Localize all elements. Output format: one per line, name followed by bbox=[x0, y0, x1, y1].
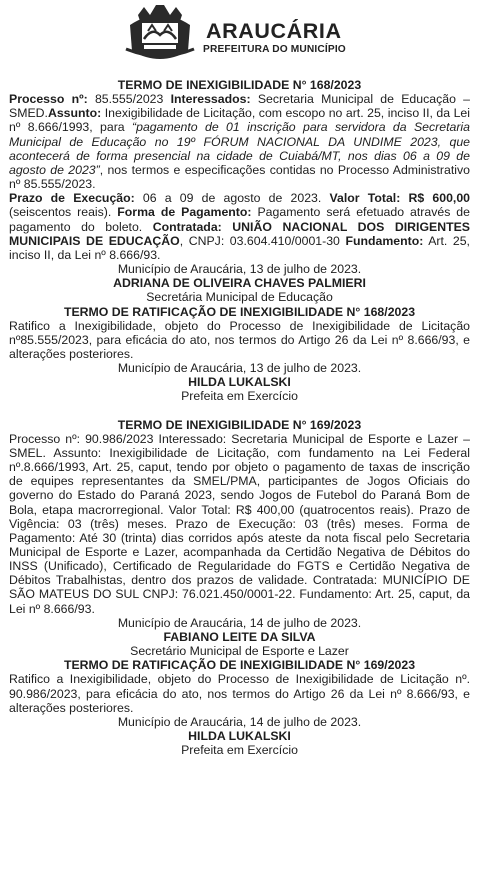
doc3-signer-role: Secretário Municipal de Esporte e Lazer bbox=[130, 644, 349, 659]
doc4-title: TERMO DE RATIFICAÇÃO DE INEXIGIBILIDADE N° 169/2023 bbox=[63, 658, 416, 673]
basis-label: Fundamento: bbox=[345, 233, 424, 248]
contractor-label: Contratada: bbox=[152, 219, 222, 234]
subject-quote: “pagamento de 01 inscrição para servidora da Secretaria Municipal de Educação no 19º FÓRUM NACIONAL DA UNDIME 2023, que acontecerá de forma presencial na cidade de Cuiabá/MT, nos dias 06 a 09 de agosto de 2023” bbox=[9, 120, 470, 177]
org-name: ARAUCÁRIA bbox=[206, 19, 342, 43]
doc4-signer-role: Prefeita em Exercício bbox=[181, 743, 298, 758]
interested-label: Interessados: bbox=[170, 92, 251, 107]
doc4-text: Ratifico a Inexigibilidade, objeto do Processo de Inexigibilidade de Licitação nº. 90.986/2023, para eficácia do ato, nos termos do Artigo 26 da Lei nº 8.666/93, e alterações posteriores. bbox=[9, 672, 470, 715]
payment-value: Pagamento será efetuado através de pagamento do boleto. bbox=[9, 205, 470, 234]
doc3-text: Processo nº: 90.986/2023 Interessado: Secretaria Municipal de Esporte e Lazer – SMEL. Assunto: Inexigibilidade de Licitação, com fundamento na Lei Federal nº.8.666/1993, Art. 25, caput, tendo por objeto o pagamento de taxas de inscrição de equipes representantes da SMEL/PMA, participantes de Jogos Oficiais do governo do Estado do Paraná 2023, sendo Jogos de Futebol do Paraná Bom de Bola, etapa macrorregional. Valor Total: R$ 400,00 (quatrocentos reais). Prazo de Vigência: 03 (três) meses. Prazo de Execução: 03 (três) meses. Forma de Pagamento: Até 30 (trinta) dias corridos após ateste da nota fiscal pelo Secretaria Municipal de Esporte e Lazer, acompanhada da Certidão Negativa de Débitos do INSS (Unificado), Certificado de Regularidade do FGTS e Certidão Negativa de Débitos Trabalhistas, dentro dos prazos de validade. Contratada: MUNICÍPIO DE SÃO MATEUS DO SUL CNPJ: 76.021.450/0001-22. Fundamento: Art. 25, caput, da Lei nº 8.666/93. bbox=[9, 431, 470, 616]
doc1-signer-role: Secretária Municipal de Educação bbox=[146, 290, 333, 305]
doc2-signer: HILDA LUKALSKI bbox=[188, 375, 291, 390]
term-label: Prazo de Execução: bbox=[9, 191, 135, 206]
doc1-paragraph-2 bbox=[9, 191, 470, 262]
section-spacer bbox=[9, 404, 470, 418]
contractor-cnpj: , CNPJ: 03.604.410/0001-30 bbox=[179, 233, 346, 248]
doc3-date: Município de Araucária, 14 de julho de 2023. bbox=[117, 615, 362, 630]
process-label: Processo nº: bbox=[9, 92, 88, 107]
doc4-signer: HILDA LUKALSKI bbox=[188, 729, 291, 744]
total-label: Valor Total: R$ 600,00 bbox=[329, 191, 471, 206]
doc4-date: Município de Araucária, 14 de julho de 2023. bbox=[117, 714, 362, 729]
doc1-paragraph-1 bbox=[9, 92, 470, 191]
term-value: 06 a 09 de agosto de 2023. bbox=[134, 191, 330, 206]
doc2-title: TERMO DE RATIFICAÇÃO DE INEXIGIBILIDADE N° 168/2023 bbox=[63, 304, 416, 319]
doc2-text: Ratifico a Inexigibilidade, objeto do Processo de Inexigibilidade de Licitação nº85.555/2023, para eficácia do ato, nos termos do Artigo 26 da Lei nº 8.666/93, e alterações posteriores. bbox=[9, 318, 470, 361]
municipal-crest-icon bbox=[122, 5, 198, 65]
masthead bbox=[0, 0, 479, 72]
total-value: (seiscentos reais). bbox=[9, 205, 118, 220]
subject-text-end: , nos termos e especificações contidas no Processo Administrativo nº 85.555/2023. bbox=[9, 162, 470, 192]
subject-label: Assunto: bbox=[47, 106, 102, 121]
contractor-name: UNIÃO NACIONAL DOS DIRIGENTES MUNICIPAIS DE EDUCAÇÃO bbox=[9, 219, 471, 248]
org-subtitle: PREFEITURA DO MUNICÍPIO bbox=[203, 44, 346, 55]
doc1-signer: ADRIANA DE OLIVEIRA CHAVES PALMIERI bbox=[113, 276, 366, 291]
doc1-title: TERMO DE INEXIGIBILIDADE N° 168/2023 bbox=[117, 78, 362, 92]
document-body bbox=[9, 78, 470, 757]
doc2-signer-role: Prefeita em Exercício bbox=[181, 389, 298, 404]
doc3-title: TERMO DE INEXIGIBILIDADE N° 169/2023 bbox=[117, 417, 362, 432]
interested-value: Secretaria Municipal de Educação – SMED. bbox=[9, 92, 471, 121]
doc1-date: Município de Araucária, 13 de julho de 2023. bbox=[117, 262, 362, 277]
payment-label: Forma de Pagamento: bbox=[117, 205, 252, 220]
basis-value: Art. 25, inciso II, da Lei nº 8.666/93. bbox=[9, 233, 470, 262]
subject-text: Inexigibilidade de Licitação, com escopo no art. 25, inciso II, da Lei nº 8.666/1993, para bbox=[9, 106, 470, 135]
process-value: 85.555/2023 bbox=[87, 92, 171, 107]
doc2-date: Município de Araucária, 13 de julho de 2023. bbox=[117, 361, 362, 376]
doc3-signer: FABIANO LEITE DA SILVA bbox=[163, 629, 316, 644]
